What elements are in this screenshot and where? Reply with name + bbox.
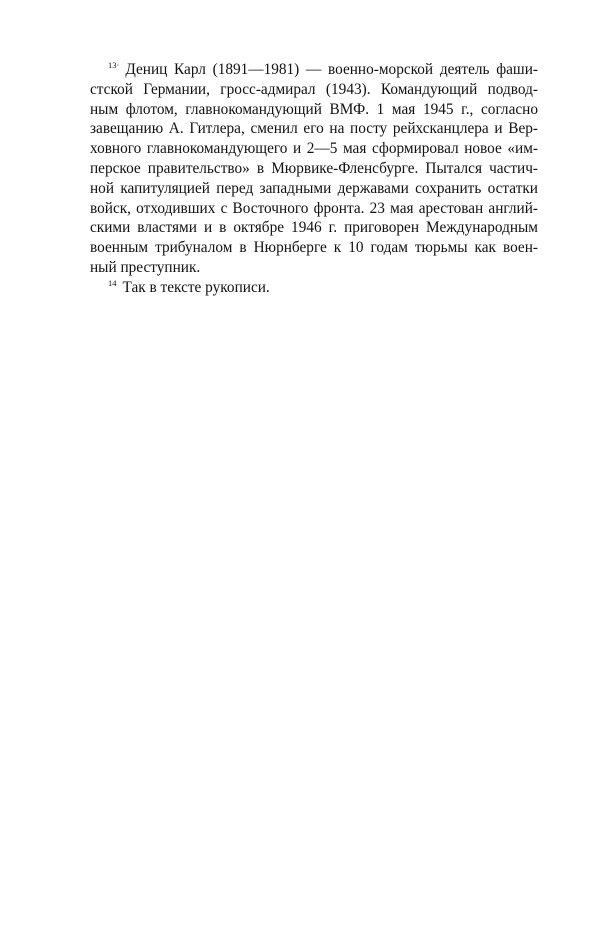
footnote-13-line-2: стской Германии, гросс-адмирал (1943). Командующий подвод-	[90, 80, 538, 98]
footnote-14-line-1: $^{14}$ Так в тексте рукописи.	[108, 277, 270, 296]
footnote-13-line-3: ным флотом, главнокомандующий ВМФ. 1 мая 1945 г., согласно	[90, 100, 538, 118]
footnote-13-line-9: скими властями и в октябре 1946 г. приговорен Международным	[90, 219, 538, 237]
footnote-13-line-5: ховного главнокомандующего и 2—5 мая сформировал новое «им-	[90, 140, 538, 158]
footnote-13-line-10: военным трибуналом в Нюрнберге к 10 годам тюрьмы как воен-	[90, 239, 538, 257]
footnote-13-line-4: завещанию А. Гитлера, сменил его на посту рейхсканцлера и Вер-	[90, 120, 538, 138]
footnote-13-line-6: перское правительство» в Мюрвике-Фленсбурге. Пытался частич-	[90, 159, 538, 177]
footnote-13-line-8: войск, отходивших с Восточного фронта. 23 мая арестован англий-	[90, 199, 538, 217]
footnote-14	[90, 278, 538, 298]
footnote-13-line-1: $^{13\cdot}$ Дениц Карл (1891—1981) — военно-морской деятель фаши-	[108, 60, 538, 78]
footnote-13-number: 13·	[108, 60, 120, 70]
footnotes-block	[90, 60, 538, 298]
footnote-13-line-7: ной капитуляцией перед западными державами сохранить остатки	[90, 179, 538, 197]
footnote-14-number: 14	[108, 277, 117, 288]
footnote-13	[90, 60, 538, 278]
footnote-13-line-11: ный преступник.	[90, 258, 201, 276]
